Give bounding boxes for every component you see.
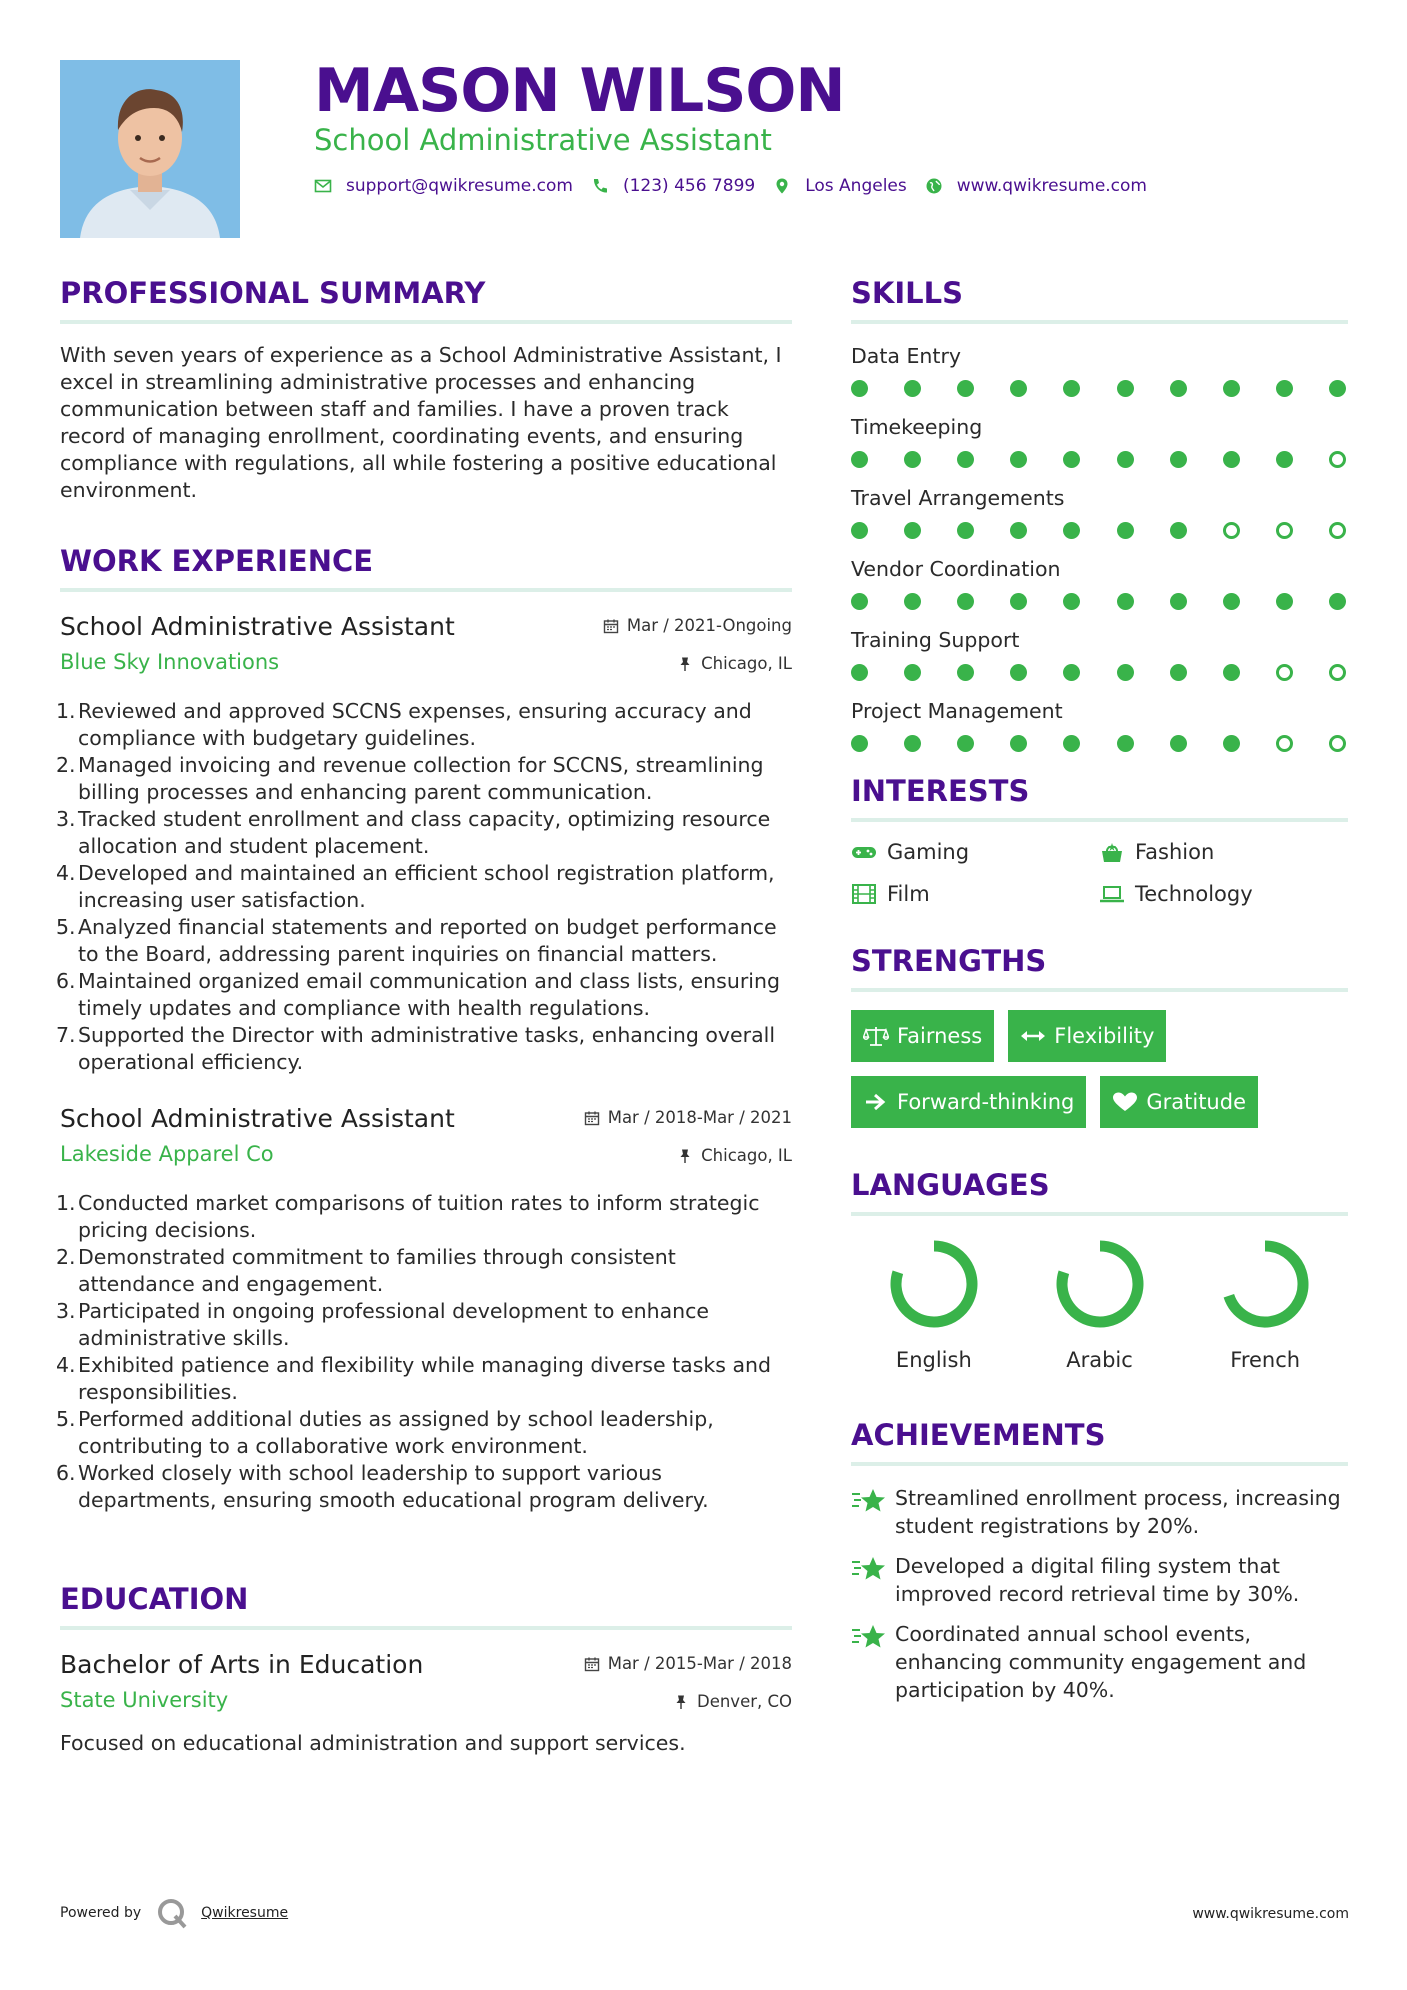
section-divider xyxy=(851,988,1348,992)
bullet-item xyxy=(56,1406,792,1460)
skill-dot-filled xyxy=(1117,380,1134,397)
skill-dot-filled xyxy=(1063,664,1080,681)
skill-dot-filled xyxy=(1063,522,1080,539)
bullet-text: Demonstrated commitment to families through consistent attendance and engagement. xyxy=(78,1245,676,1296)
job-date-text: Mar / 2018-Mar / 2021 xyxy=(607,1108,792,1127)
bullet-number: 4. xyxy=(56,1353,76,1377)
skill-dot-filled xyxy=(851,593,868,610)
footer-powered-by xyxy=(60,1896,288,1930)
skill-dot-filled xyxy=(1010,593,1027,610)
bullet-number: 5. xyxy=(56,1407,76,1431)
achievement-item xyxy=(851,1552,1348,1608)
achievement-item xyxy=(851,1484,1348,1540)
powered-by-label: Powered by xyxy=(60,1905,142,1921)
skill-dot-filled xyxy=(904,593,921,610)
skill-dot-filled xyxy=(1010,522,1027,539)
skill-dot-filled xyxy=(1170,593,1187,610)
achievements-list xyxy=(851,1484,1348,1704)
contact-website[interactable] xyxy=(925,176,1147,196)
skill-rating xyxy=(851,664,1348,681)
skill-dot-empty xyxy=(1223,522,1240,539)
skill-dot-filled xyxy=(1329,380,1346,397)
contact-phone[interactable] xyxy=(591,176,755,196)
skill-dot-filled xyxy=(1276,380,1293,397)
education-entry xyxy=(60,1648,792,1757)
skill-dot-empty xyxy=(1276,735,1293,752)
skill-dot-filled xyxy=(1063,735,1080,752)
skill-dot-filled xyxy=(1117,593,1134,610)
job-location-text: Chicago, IL xyxy=(701,1146,792,1165)
languages-list xyxy=(851,1234,1348,1372)
skill-dot-filled xyxy=(904,380,921,397)
job-location xyxy=(677,654,792,673)
skill-dot-filled xyxy=(851,522,868,539)
language-name: Arabic xyxy=(1066,1348,1133,1372)
skill-dot-filled xyxy=(957,522,974,539)
skill-dot-filled xyxy=(1117,664,1134,681)
education-location-text: Denver, CO xyxy=(696,1692,792,1711)
summary-heading: PROFESSIONAL SUMMARY xyxy=(60,276,486,310)
bullet-number: 5. xyxy=(56,915,76,939)
skill-dot-filled xyxy=(1329,593,1346,610)
gamepad-icon xyxy=(851,841,877,863)
interest-label: Fashion xyxy=(1135,840,1215,864)
skill-dot-filled xyxy=(1276,593,1293,610)
calendar-icon xyxy=(584,1656,600,1672)
bullet-text: Maintained organized email communication and class lists, ensuring timely updates and compliance with health regulations. xyxy=(78,969,780,1020)
skill-dot-empty xyxy=(1329,664,1346,681)
strength-label: Gratitude xyxy=(1146,1090,1246,1114)
bullet-text: Exhibited patience and flexibility while managing diverse tasks and responsibilities. xyxy=(78,1353,772,1404)
bullet-item xyxy=(56,860,792,914)
job-title: School Administrative Assistant xyxy=(60,1104,455,1133)
languages-heading: LANGUAGES xyxy=(851,1168,1050,1202)
arrow-right-icon xyxy=(863,1091,889,1113)
education-date xyxy=(584,1654,792,1673)
shopping-bag-icon xyxy=(1099,841,1125,863)
skill-name: Training Support xyxy=(851,628,1020,652)
skill-dot-filled xyxy=(957,593,974,610)
skill-dot-filled xyxy=(1063,593,1080,610)
bullet-item xyxy=(56,1352,792,1406)
left-column xyxy=(56,270,792,1757)
skill-dot-filled xyxy=(1223,593,1240,610)
bullet-text: Tracked student enrollment and class capacity, optimizing resource allocation and student placement. xyxy=(78,807,771,858)
interest-item xyxy=(851,882,1099,906)
skill-dot-filled xyxy=(851,380,868,397)
skill-name: Vendor Coordination xyxy=(851,557,1061,581)
skill-name: Data Entry xyxy=(851,344,962,368)
skill-dot-empty xyxy=(1329,451,1346,468)
skill-name: Project Management xyxy=(851,699,1063,723)
profile-photo xyxy=(60,60,240,238)
bullet-text: Analyzed financial statements and reported on budget performance to the Board, addressing parent inquiries on financial matters. xyxy=(78,915,777,966)
skill-dot-empty xyxy=(1329,735,1346,752)
brand-link[interactable]: Qwikresume xyxy=(201,1905,289,1921)
experience-section xyxy=(56,538,792,1514)
strength-tag xyxy=(851,1076,1086,1128)
map-pin-icon xyxy=(773,177,791,195)
strength-tag xyxy=(851,1010,994,1062)
bullet-item xyxy=(56,1460,792,1514)
skill-dot-filled xyxy=(1010,380,1027,397)
achievement-text: Coordinated annual school events, enhancing community engagement and participation by 40%. xyxy=(895,1622,1307,1702)
bullet-number: 2. xyxy=(56,753,76,777)
star-icon xyxy=(851,1486,887,1516)
skill-rating xyxy=(851,522,1348,539)
skill-dot-empty xyxy=(1276,664,1293,681)
skill-dot-filled xyxy=(1170,664,1187,681)
job-location-text: Chicago, IL xyxy=(701,654,792,673)
skill-rating xyxy=(851,451,1348,468)
summary-text: With seven years of experience as a School Administrative Assistant, I excel in streamlining administrative processes and enhancing communication between staff and families. I have a proven track record of managing enrollment, coordinating events, and ensuring compliance with regulations, all while fostering a positive educational environment. xyxy=(60,343,782,502)
language-ring xyxy=(884,1234,984,1334)
bullet-item xyxy=(56,752,792,806)
bullet-number: 1. xyxy=(56,699,76,723)
achievement-item xyxy=(851,1620,1348,1704)
skill-dot-filled xyxy=(1170,735,1187,752)
language-ring-arc xyxy=(1229,1246,1303,1322)
section-divider xyxy=(60,1626,792,1630)
bullet-text: Worked closely with school leadership to support various departments, ensuring smooth educational program delivery. xyxy=(78,1461,709,1512)
section-divider xyxy=(851,320,1348,324)
skill-dot-filled xyxy=(904,664,921,681)
bullet-text: Supported the Director with administrative tasks, enhancing overall operational efficiency. xyxy=(78,1023,776,1074)
experience-heading: WORK EXPERIENCE xyxy=(60,544,374,578)
job-entry-2 xyxy=(56,1102,792,1514)
strength-label: Forward-thinking xyxy=(897,1090,1075,1114)
contact-website-text: www.qwikresume.com xyxy=(956,176,1147,196)
skill-dot-filled xyxy=(1170,522,1187,539)
bullet-text: Participated in ongoing professional development to enhance administrative skills. xyxy=(78,1299,710,1350)
section-divider xyxy=(851,1212,1348,1216)
skill-dot-filled xyxy=(904,451,921,468)
job-date xyxy=(584,1108,792,1127)
laptop-icon xyxy=(1099,883,1125,905)
language-item xyxy=(1017,1234,1183,1372)
bullet-number: 6. xyxy=(56,1461,76,1485)
language-ring-arc xyxy=(896,1246,972,1322)
language-ring-arc xyxy=(1062,1246,1138,1322)
skill-dot-filled xyxy=(957,664,974,681)
skill-dot-filled xyxy=(1170,380,1187,397)
language-item xyxy=(1182,1234,1348,1372)
avatar xyxy=(60,60,240,238)
job-company: Lakeside Apparel Co xyxy=(60,1142,274,1166)
strength-tag xyxy=(1008,1010,1166,1062)
interest-label: Film xyxy=(887,882,930,906)
skill-dot-filled xyxy=(1117,451,1134,468)
interest-label: Technology xyxy=(1135,882,1253,906)
bullet-text: Managed invoicing and revenue collection for SCCNS, streamlining billing processes and enhancing parent communication. xyxy=(78,753,764,804)
skill-dot-filled xyxy=(1223,380,1240,397)
summary-section xyxy=(60,270,792,504)
job-location xyxy=(677,1146,792,1165)
bullet-item xyxy=(56,698,792,752)
skill-dot-filled xyxy=(1223,735,1240,752)
skill-dot-filled xyxy=(904,522,921,539)
interest-item xyxy=(1099,882,1347,906)
strength-tag xyxy=(1100,1076,1258,1128)
candidate-name: MASON WILSON xyxy=(314,56,845,126)
star-icon xyxy=(851,1622,887,1652)
bullet-number: 2. xyxy=(56,1245,76,1269)
balance-scale-icon xyxy=(863,1025,889,1047)
bullet-text: Developed and maintained an efficient school registration platform, increasing user satisfaction. xyxy=(78,861,775,912)
skill-dot-filled xyxy=(1010,451,1027,468)
footer-site[interactable]: www.qwikresume.com xyxy=(1192,1906,1349,1922)
skill-dot-filled xyxy=(957,735,974,752)
interest-item xyxy=(851,840,1099,864)
language-name: English xyxy=(895,1348,972,1372)
bullet-number: 7. xyxy=(56,1023,76,1047)
education-section xyxy=(60,1576,792,1757)
right-column xyxy=(851,270,1348,1716)
job-title: School Administrative Assistant xyxy=(60,612,455,641)
education-description: Focused on educational administration and support services. xyxy=(60,1731,686,1755)
bullet-number: 3. xyxy=(56,807,76,831)
pushpin-icon xyxy=(677,1148,693,1164)
bullet-text: Performed additional duties as assigned by school leadership, contributing to a collaborative work environment. xyxy=(78,1407,714,1458)
skill-dot-empty xyxy=(1276,522,1293,539)
language-ring xyxy=(1050,1234,1150,1334)
envelope-icon xyxy=(314,177,332,195)
skill-dot-filled xyxy=(1117,735,1134,752)
strength-label: Fairness xyxy=(897,1024,983,1048)
phone-icon xyxy=(591,177,609,195)
strengths-heading: STRENGTHS xyxy=(851,944,1047,978)
school-name: State University xyxy=(60,1688,229,1712)
bullet-item xyxy=(56,1190,792,1244)
contact-location-text: Los Angeles xyxy=(805,176,907,196)
skill-dot-filled xyxy=(1010,735,1027,752)
achievements-heading: ACHIEVEMENTS xyxy=(851,1418,1106,1452)
achievement-text: Streamlined enrollment process, increasing student registrations by 20%. xyxy=(895,1486,1341,1538)
job-date-text: Mar / 2021-Ongoing xyxy=(626,616,792,635)
job-bullets xyxy=(56,1190,792,1514)
bullet-number: 1. xyxy=(56,1191,76,1215)
qwikresume-logo-icon xyxy=(155,1896,189,1930)
contact-location xyxy=(773,176,907,196)
language-item xyxy=(851,1234,1017,1372)
contact-email[interactable] xyxy=(314,176,573,196)
languages-section xyxy=(851,1162,1348,1372)
interests-list xyxy=(851,840,1348,906)
skill-dot-filled xyxy=(1117,522,1134,539)
skill-name: Travel Arrangements xyxy=(851,486,1065,510)
skill-name: Timekeeping xyxy=(851,415,983,439)
star-icon xyxy=(851,1554,887,1584)
job-company: Blue Sky Innovations xyxy=(60,650,280,674)
globe-icon xyxy=(925,177,943,195)
language-name: French xyxy=(1230,1348,1301,1372)
bullet-number: 6. xyxy=(56,969,76,993)
section-divider xyxy=(851,1462,1348,1466)
skill-dot-filled xyxy=(851,664,868,681)
calendar-icon xyxy=(603,618,619,634)
skill-dot-filled xyxy=(957,380,974,397)
skill-dot-filled xyxy=(1010,664,1027,681)
strengths-tags xyxy=(851,1010,1291,1128)
degree-title: Bachelor of Arts in Education xyxy=(60,1650,424,1679)
film-icon xyxy=(851,883,877,905)
bullet-item xyxy=(56,968,792,1022)
job-date xyxy=(603,616,792,635)
section-divider xyxy=(851,818,1348,822)
strengths-section xyxy=(851,938,1348,1128)
job-entry-1 xyxy=(56,610,792,1076)
skill-rating xyxy=(851,380,1348,397)
skill-dot-filled xyxy=(1170,451,1187,468)
skill-dot-filled xyxy=(1063,451,1080,468)
heart-icon xyxy=(1112,1091,1138,1113)
contact-bar xyxy=(314,176,1165,196)
skill-dot-filled xyxy=(1223,451,1240,468)
calendar-icon xyxy=(584,1110,600,1126)
bullet-number: 3. xyxy=(56,1299,76,1323)
bullet-text: Conducted market comparisons of tuition rates to inform strategic pricing decisions. xyxy=(78,1191,760,1242)
bullet-item xyxy=(56,1298,792,1352)
section-divider xyxy=(60,320,792,324)
job-bullets xyxy=(56,698,792,1076)
strength-label: Flexibility xyxy=(1054,1024,1155,1048)
interests-heading: INTERESTS xyxy=(851,774,1030,808)
bullet-item xyxy=(56,1022,792,1076)
bullet-item xyxy=(56,806,792,860)
skill-dot-empty xyxy=(1329,522,1346,539)
skill-dot-filled xyxy=(1063,380,1080,397)
skill-dot-filled xyxy=(904,735,921,752)
interest-label: Gaming xyxy=(887,840,970,864)
bullet-text: Reviewed and approved SCCNS expenses, ensuring accuracy and compliance with budgetary guidelines. xyxy=(78,699,752,750)
language-ring xyxy=(1215,1234,1315,1334)
achievement-text: Developed a digital filing system that improved record retrieval time by 30%. xyxy=(895,1554,1300,1606)
contact-phone-text: (123) 456 7899 xyxy=(622,176,756,196)
pushpin-icon xyxy=(673,1694,689,1710)
skills-list xyxy=(851,342,1348,752)
education-date-text: Mar / 2015-Mar / 2018 xyxy=(607,1654,792,1673)
education-location xyxy=(673,1692,792,1711)
skill-dot-filled xyxy=(851,451,868,468)
candidate-title: School Administrative Assistant xyxy=(314,123,772,157)
skills-section xyxy=(851,270,1348,752)
achievements-section xyxy=(851,1412,1348,1704)
skill-rating xyxy=(851,735,1348,752)
skill-dot-filled xyxy=(1276,451,1293,468)
section-divider xyxy=(60,588,792,592)
skill-dot-filled xyxy=(1223,664,1240,681)
bullet-item xyxy=(56,1244,792,1298)
bullet-item xyxy=(56,914,792,968)
skill-rating xyxy=(851,593,1348,610)
pushpin-icon xyxy=(677,656,693,672)
skills-heading: SKILLS xyxy=(851,276,963,310)
bullet-number: 4. xyxy=(56,861,76,885)
interest-item xyxy=(1099,840,1347,864)
skill-dot-filled xyxy=(851,735,868,752)
interests-section xyxy=(851,768,1348,906)
contact-email-text: support@qwikresume.com xyxy=(346,176,573,196)
skill-dot-filled xyxy=(957,451,974,468)
arrows-horizontal-icon xyxy=(1020,1025,1046,1047)
education-heading: EDUCATION xyxy=(60,1582,249,1616)
